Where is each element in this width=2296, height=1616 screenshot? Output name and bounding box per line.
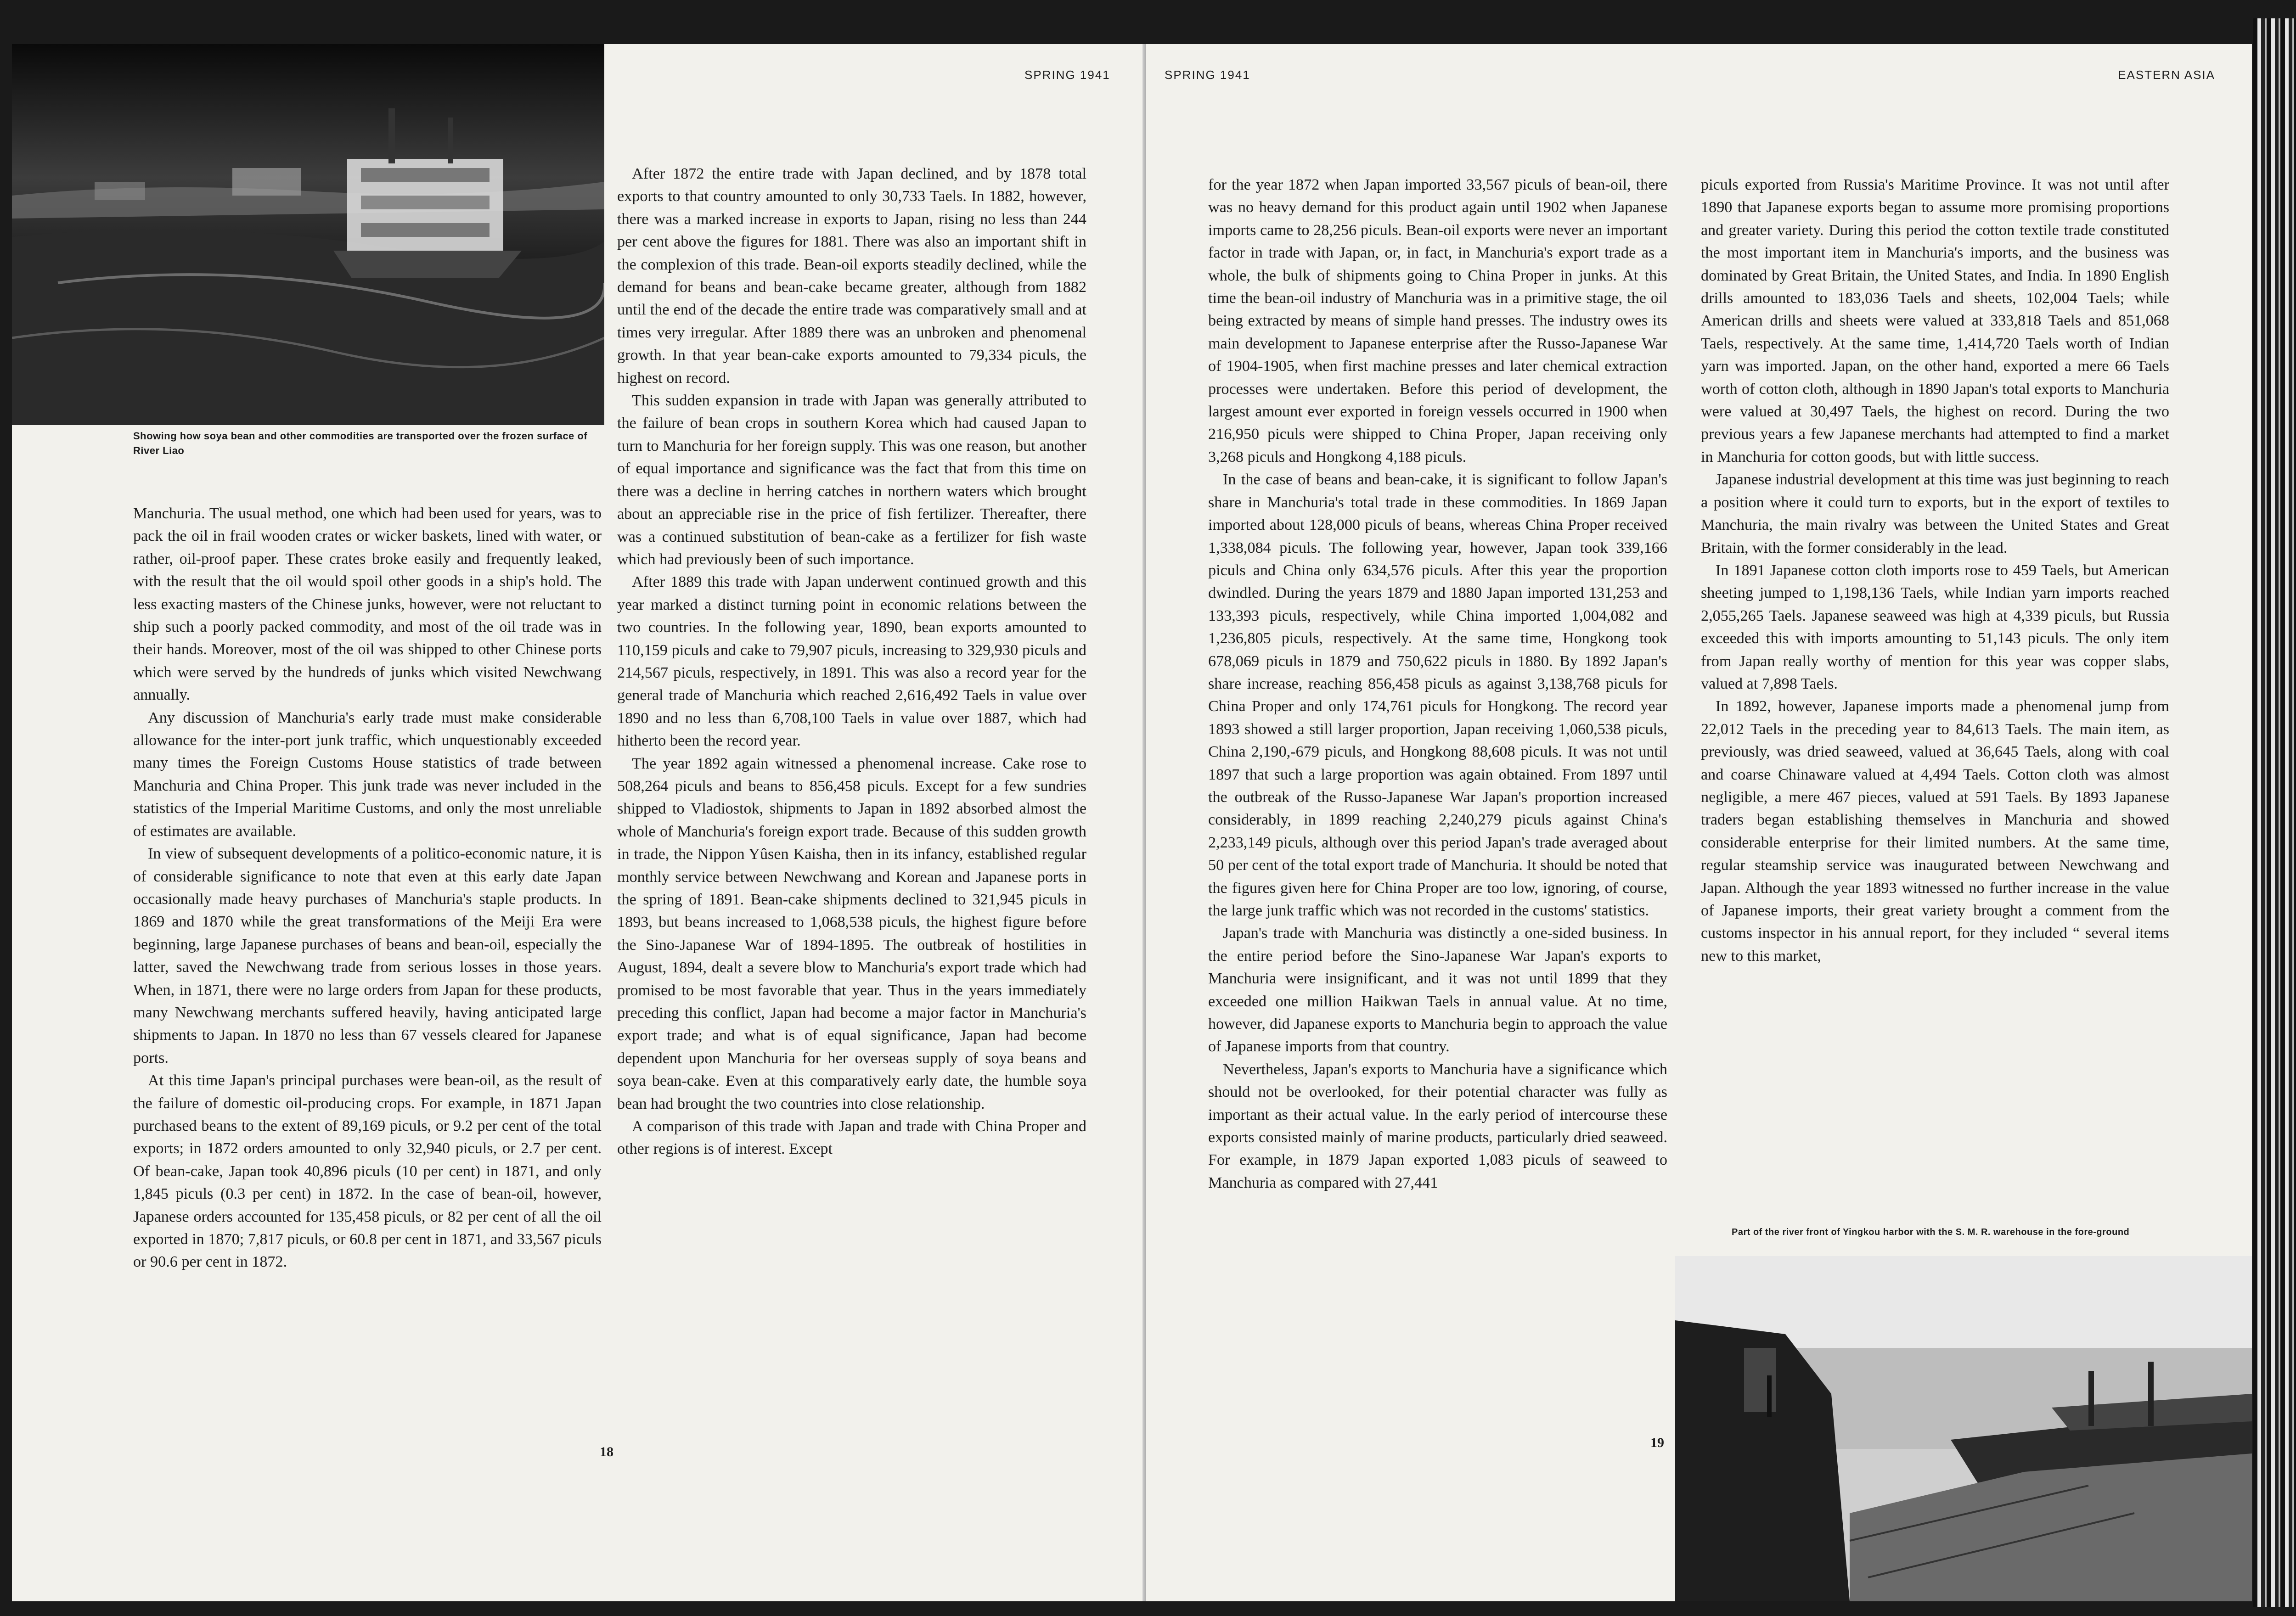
paragraph: Any discussion of Manchuria's early trade must make considerable allowance for the inter-port junk traffic, which unquestionably exceeded many times the Foreign Customs House statistics of trade between Manchuria and China Proper. This junk trade was never included in the statistics of the Imperial Maritime Customs, and only the most unreliable of estimates are available.: [133, 709, 602, 840]
left-page-column-1: [133, 502, 602, 1274]
paragraph: At this time Japan's principal purchases were bean-oil, as the result of the failure of domestic oil-producing crops. For example, in 1871 Japan purchased beans to the extent of 89,169 piculs, or 9.2 per cent of the total exports; in 1872 orders amounted to only 32,940 piculs, or 2.7 per cent. Of bean-cake, Japan took 40,896 piculs (10 per cent) in 1871, and only 1,845 piculs (0.3 per cent) in 1872. In the case of bean-oil, however, Japanese orders accounted for 135,458 piculs, or 82 per cent of all the oil exported in 1870; 7,817 piculs, or 60.8 per cent in 1871, and 33,567 piculs or 90.6 per cent in 1872.: [133, 1072, 602, 1271]
right-page-column-1: [1208, 174, 1667, 1194]
right-page-column-2: [1701, 174, 2169, 967]
yingkou-harbor-photo: [1675, 1256, 2252, 1601]
paragraph: In 1891 Japanese cotton cloth imports rose to 459 Taels, but American sheeting jumped to 1,198,136 Taels, while Indian yarn imports reached 2,055,265 Taels. Japanese seaweed was high at 4,339 piculs, but Russia exceeded this with imports amounting to 51,143 piculs. The only item from Japan really worthy of mention for this year was copper slabs, valued at 7,898 Taels.: [1701, 561, 2169, 692]
running-head: SPRING 1941: [1024, 68, 1110, 82]
paragraph: In the case of beans and bean-cake, it is significant to follow Japan's share in Manchuria's total trade in these commodities. In 1869 Japan imported about 128,000 piculs of beans, whereas China Proper received 1,338,084 piculs. The following year, however, Japan took 339,166 piculs and China only 634,576 piculs. After this year the proportion dwindled. During the years 1879 and 1880 Japan imported 131,253 and 133,393 piculs, respectively, while China imported 1,004,082 and 1,236,805 piculs, respectively. At the same time, Hongkong took 678,069 piculs in 1879 and 750,622 piculs in 1880. By 1892 Japan's share increase, reaching 856,458 piculs as against 3,138,768 piculs for China Proper and only 174,761 piculs for Hongkong. The record year 1893 showed a still larger proportion, Japan receiving 1,060,538 piculs, China 2,190,-679 piculs, and Hongkong 88,608 piculs. It was not until 1897 that such a large proportion was again obtained. From 1897 until the outbreak of the Russo-Japanese War Japan's proportion increased considerably, in 1899 reaching 2,240,279 piculs against China's 2,233,149 piculs, although over this period Japan's trade averaged about 50 per cent of the total export trade of Manchuria. It should be noted that the figures given here for China Proper are too low, ignoring, of course, the large junk traffic which was not recorded in the customs' statistics.: [1208, 471, 1667, 919]
paragraph: The year 1892 again witnessed a phenomenal increase. Cake rose to 508,264 piculs and beans to 856,458 piculs. Except for a few sundries shipped to Vladiostok, shipments to Japan in 1892 absorbed almost the whole of Manchuria's foreign export trade. Because of this sudden growth in trade, the Nippon Yûsen Kaisha, then in its infancy, established regular monthly service between Newchwang and Korean and Japanese ports in the spring of 1891. Bean-cake shipments declined to 321,945 piculs in 1893, but beans increased to 1,068,538 piculs, the highest figure before the Sino-Japanese War of 1894-1895. The outbreak of hostilities in August, 1894, dealt a severe blow to Manchuria's export trade which had promised to be most favorable that year. Thus in the years immediately preceding this conflict, Japan had become a major factor in Manchuria's export trade; and what is of equal significance, Japan had become dependent upon Manchuria for her overseas supply of soya beans and soya bean-cake. Even at this comparatively early date, the humble soya bean had brought the two countries into close relationship.: [617, 755, 1086, 1112]
paragraph: After 1872 the entire trade with Japan declined, and by 1878 total exports to that country amounted to only 30,733 Taels. In 1882, however, there was a marked increase in exports to Japan, rising no less than 244 per cent above the figures for 1881. There was also an important shift in the complexion of this trade. Bean-oil exports steadily declined, while the demand for beans and bean-cake became greater, although from 1882 until the end of the decade the entire trade was comparatively small and at times very irregular. After 1889 there was an unbroken and phenomenal growth. In that year bean-cake exports amounted to 79,334 piculs, the highest on record.: [617, 165, 1086, 387]
paragraph: Nevertheless, Japan's exports to Manchuria have a significance which should not be overlooked, for their potential character was fully as important as their actual value. In the early period of intercourse these exports consisted mainly of marine products, particularly dried seaweed. For example, in 1879 Japan exported 1,083 piculs of seaweed to Manchuria as compared with 27,441: [1208, 1060, 1667, 1191]
left-page-column-2: [617, 163, 1086, 1161]
paragraph: This sudden expansion in trade with Japan was generally attributed to the failure of bean crops in southern Korea which had caused Japan to turn to Manchuria for her foreign supply. This was one reason, but another of equal importance and significance was the fact that from this time on there was a decline in herring catches in northern waters which brought about an appreciable rise in the price of fish fertilizer. Thereafter, there was a continued substitution of bean-cake as a fertilizer for fish waste which had previously been of such importance.: [617, 392, 1086, 568]
paragraph: After 1889 this trade with Japan underwent continued growth and this year marked a distinct turning point in economic relations between the two countries. In the following year, 1890, bean exports amounted to 110,159 piculs and cake to 79,907 piculs, increasing to 329,930 piculs and 214,567 piculs, respectively, in 1891. This was also a record year for the general trade of Manchuria which reached 2,616,492 Taels in value over 1890 and no less than 6,708,100 Taels in value over 1887, which had hitherto been the record year.: [617, 573, 1086, 750]
page-number: 18: [600, 1444, 613, 1459]
photo-caption: Part of the river front of Yingkou harbor with the S. M. R. warehouse in the fore-ground: [1732, 1227, 2130, 1237]
paragraph: Japanese industrial development at this time was just beginning to reach a position where it could turn to exports, but in the export of textiles to Manchuria, the main rivalry was between the United States and Great Britain, with the former considerably in the lead.: [1701, 471, 2169, 556]
page-number: 19: [1650, 1435, 1664, 1450]
paragraph: In view of subsequent developments of a politico-economic nature, it is of considerable significance to note that even at this early date Japan occasionally made heavy purchases of Manchuria's staple products. In 1869 and 1870 while the great transformations of the Meiji Era were beginning, large Japanese purchases of beans and bean-oil, especially the latter, saved the Newchwang trade from serious losses in those years. When, in 1871, there were no large orders from Japan for these products, many Newchwang merchants suffered heavily, having anticipated large shipments to Japan. In 1870 no less than 67 vessels cleared for Japanese ports.: [133, 845, 602, 1066]
paragraph: In 1892, however, Japanese imports made a phenomenal jump from 22,012 Taels in the preceding year to 84,613 Taels. The main item, as previously, was dried seaweed, valued at 36,645 Taels, along with coal and coarse Chinaware valued at 4,494 Taels. Cotton cloth was almost negligible, a mere 467 pieces, valued at 591 Taels. By 1893 Japanese traders began establishing themselves in Manchuria and showed considerable enterprise for their limited numbers. At the same time, regular steamship service was inaugurated between Newchwang and Japan. Although the year 1893 witnessed no further increase in the value of Japanese imports, their great variety brought a comment from the customs inspector in his annual report, for they included “ several items new to this market,: [1701, 698, 2169, 965]
paragraph: A comparison of this trade with Japan and trade with China Proper and other regions is of interest. Except: [617, 1118, 1086, 1158]
paragraph: Japan's trade with Manchuria was distinctly a one-sided business. In the entire period before the Sino-Japanese War Japan's exports to Manchuria were insignificant, and it was not until 1899 that they exceeded one million Haikwan Taels in annual value. At no time, however, did Japanese exports to Manchuria begin to approach the value of Japanese imports from that country.: [1208, 925, 1667, 1055]
photo-caption: Showing how soya bean and other commodities are transported over the frozen surface of River Liao: [133, 430, 588, 456]
right-page: [1146, 44, 2252, 1601]
page-edge-strips: [2253, 18, 2296, 1607]
running-head-right: EASTERN ASIA: [2118, 68, 2215, 82]
running-head-left: SPRING 1941: [1165, 68, 1250, 82]
river-liao-photo: [12, 44, 604, 425]
paragraph: Manchuria. The usual method, one which had been used for years, was to pack the oil in frail wooden crates or wicker baskets, lined with water, or rather, oil-proof paper. These crates broke easily and frequently leaked, with the result that the oil would spoil other goods in a ship's hold. The less exacting masters of the Chinese junks, however, were not reluctant to ship such a poorly packed commodity, and most of the oil trade was in their hands. Moreover, most of the oil was shipped to other Chinese ports which were served by the hundreds of junks which visited Newchwang annually.: [133, 505, 602, 704]
paragraph: for the year 1872 when Japan imported 33,567 piculs of bean-oil, there was no heavy demand for this product again until 1902 when Japanese imports came to 28,256 piculs. Bean-oil exports were never an important factor in trade with Japan, or, in fact, in Manchuria's export trade as a whole, the bulk of shipments going to China Proper in junks. At this time the bean-oil industry of Manchuria was in a primitive stage, the oil being extracted by means of simple hand presses. The industry owes its main development to Japanese enterprise after the Russo-Japanese War of 1904-1905, when first machine presses and later chemical extraction processes were undertaken. Before this period of development, the largest amount ever exported in foreign vessels occurred in 1900 when 216,950 piculs were shipped to China Proper, Japan receiving only 3,268 piculs and Hongkong 4,188 piculs.: [1208, 176, 1667, 466]
paragraph: piculs exported from Russia's Maritime Province. It was not until after 1890 that Japanese exports began to assume more promising proportions and greater variety. During this period the cotton textile trade constituted the most important item in Manchuria's imports, and the business was dominated by Great Britain, the United States, and India. In 1890 English drills amounted to 183,036 Taels and sheets, 102,004 Taels; while American drills and sheets were valued at 333,818 Taels and 851,068 Taels, respectively. At the same time, 1,414,720 Taels worth of Indian yarn was imported. Japan, on the other hand, exported a mere 66 Taels worth of cotton cloth, although in 1890 Japan's total exports to Manchuria were valued at 30,497 Taels, the highest on record. During the two previous years a few Japanese merchants had attempted to find a market in Manchuria for cotton goods, but with little success.: [1701, 176, 2169, 466]
left-page: [12, 44, 1147, 1601]
